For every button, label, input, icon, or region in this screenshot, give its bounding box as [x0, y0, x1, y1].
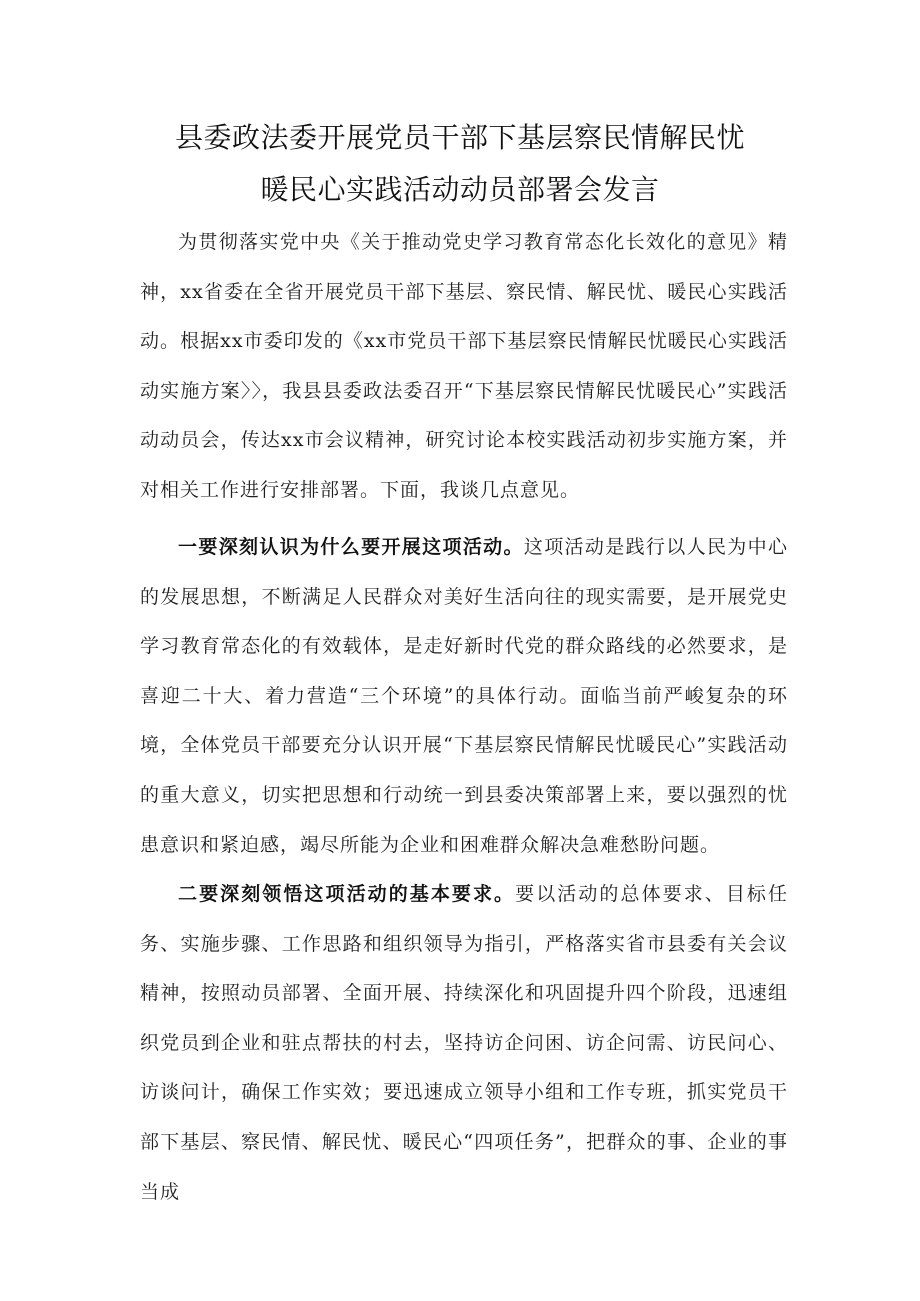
paragraph-lead-heading: 二要深刻领悟这项活动的基本要求。	[178, 883, 516, 905]
paragraph-text: 要以活动的总体要求、目标任务、实施步骤、工作思路和组织领导为指引，严格落实省市县委有关会议精神，按照动员部署、全面开展、持续深化和巩固提升四个阶段，迅速组织党员到企业和驻点帮扶的村去，坚持访企问困、访企问需、访民问心、访谈问计，确保工作实效；要迅速成立领导小组和工作专班，抓实党员干部下基层、察民情、解民忧、暖民心“四项任务”，把群众的事、企业的事当成	[140, 883, 788, 1203]
paragraph-point-one	[140, 523, 788, 870]
paragraph-point-two	[140, 870, 788, 1217]
document-title-line-2: 暖民心实践活动动员部署会发言	[260, 173, 660, 206]
document-title-line-1: 县委政法委开展党员干部下基层察民情解民忧	[174, 121, 745, 154]
paragraph-text: 这项活动是践行以人民为中心的发展思想，不断满足人民群众对美好生活向往的现实需要，是开展党史学习教育常态化的有效载体，是走好新时代党的群众路线的必然要求，是喜迎二十大、着力营造“三个环境”的具体行动。面临当前严峻复杂的环境，全体党员干部要充分认识开展“下基层察民情解民忧暖民心”实践活动的重大意义，切实把思想和行动统一到县委决策部署上来，要以强烈的忧患意识和紧迫感，竭尽所能为企业和困难群众解决急难愁盼问题。	[140, 536, 788, 856]
paragraph-introduction	[140, 218, 788, 516]
paragraph-text: 为贯彻落实党中央《关于推动党史学习教育常态化长效化的意见》精神，xx省委在全省开展党员干部下基层、察民情、解民忧、暖民心实践活动。根据xx市委印发的《xx市党员干部下基层察民情解民忧暖民心实践活动实施方案〉〉，我县县委政法委召开“下基层察民情解民忧暖民心”实践活动动员会，传达xx市会议精神，研究讨论本校实践活动初步实施方案，并对相关工作进行安排部署。下面，我谈几点意见。	[140, 231, 788, 501]
paragraph-lead-heading: 一要深刻认识为什么要开展这项活动。	[178, 536, 524, 558]
